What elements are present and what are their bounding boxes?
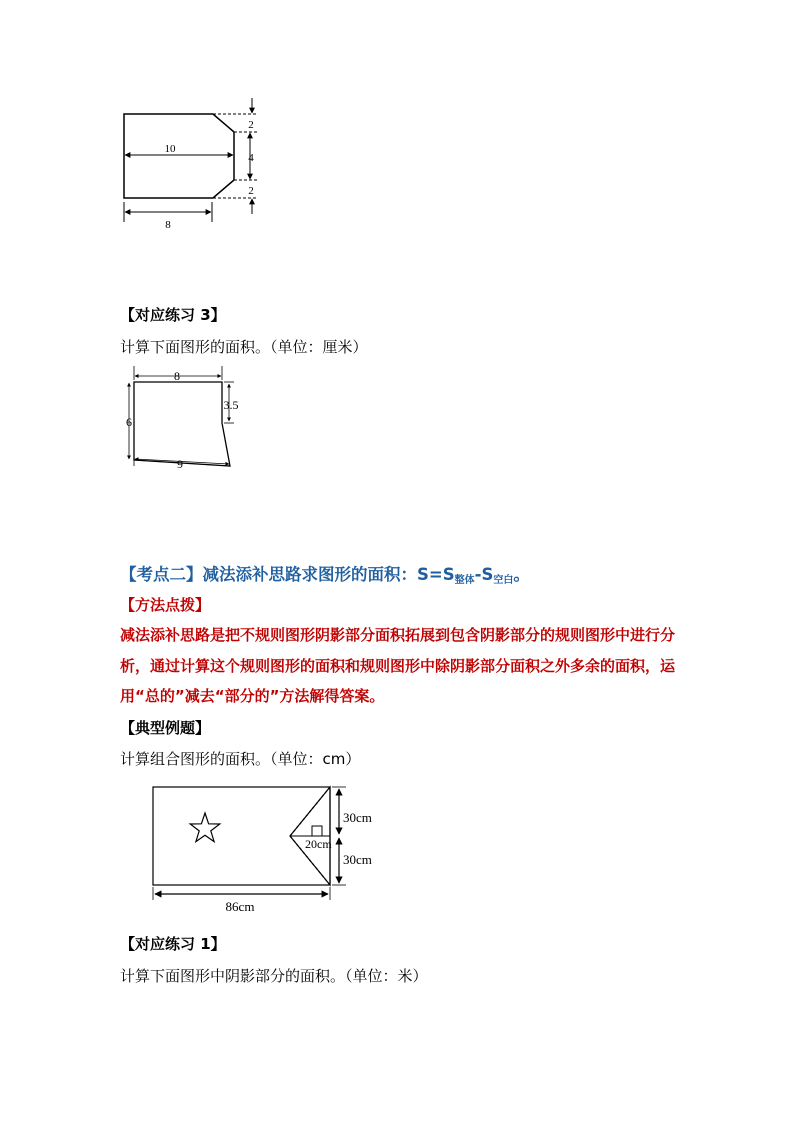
- practice-3-label-left: 6: [126, 415, 132, 429]
- section-2-subscript-whole: 整体: [454, 575, 475, 586]
- practice-3-heading: 【对应练习 3】: [120, 306, 226, 324]
- practice-3-question: 计算下面图形的面积。（单位：厘米）: [120, 338, 368, 356]
- figure-1-label-top: 2: [248, 119, 254, 131]
- figure-1-label-lower: 2: [248, 185, 254, 197]
- practice-1-question: 计算下面图形中阴影部分的面积。（单位：米）: [120, 967, 428, 985]
- method-heading: 【方法点拨】: [120, 596, 211, 614]
- section-2-end: 。: [513, 565, 530, 584]
- figure-1-label-bottom: 8: [165, 219, 171, 231]
- practice-3-label-top: 8: [174, 369, 180, 383]
- figure-1-label-middle: 4: [248, 152, 254, 164]
- method-paragraph: 减法添补思路是把不规则图形阴影部分面积拓展到包含阴影部分的规则图形中进行分析，通过计算这个规则图形的面积和规则图形中除阴影部分面积之外多余的面积，运用“总的”减去“部分的”方法解得答案。: [120, 626, 676, 705]
- figure-1-shape: [124, 114, 234, 198]
- section-2-title: [120, 561, 530, 586]
- figure-1-label-width: 10: [164, 143, 176, 155]
- example-heading: 【典型例题】: [120, 719, 211, 737]
- example-label-lower: 30cm: [343, 852, 372, 867]
- example-figure: [140, 780, 400, 920]
- section-2-minus: -S: [474, 565, 494, 584]
- example-label-upper: 30cm: [343, 810, 372, 825]
- practice-3-figure: [110, 360, 260, 475]
- star-icon: [190, 813, 220, 842]
- example-label-inner: 20cm: [305, 837, 332, 851]
- section-2-title-prefix: 【考点二】减法添补思路求图形的面积：S=S: [120, 565, 455, 584]
- practice-1-heading: 【对应练习 1】: [120, 935, 226, 953]
- example-question: 计算组合图形的面积。（单位：cm）: [120, 750, 361, 768]
- practice-3-label-bottom: 9: [177, 457, 183, 471]
- figure-1-pentagon: [0, 0, 300, 240]
- practice-3-label-right: 3.5: [223, 398, 239, 412]
- section-2-subscript-blank: 空白: [493, 575, 514, 586]
- practice-3-shape: [134, 382, 230, 466]
- example-label-bottom: 86cm: [225, 899, 255, 914]
